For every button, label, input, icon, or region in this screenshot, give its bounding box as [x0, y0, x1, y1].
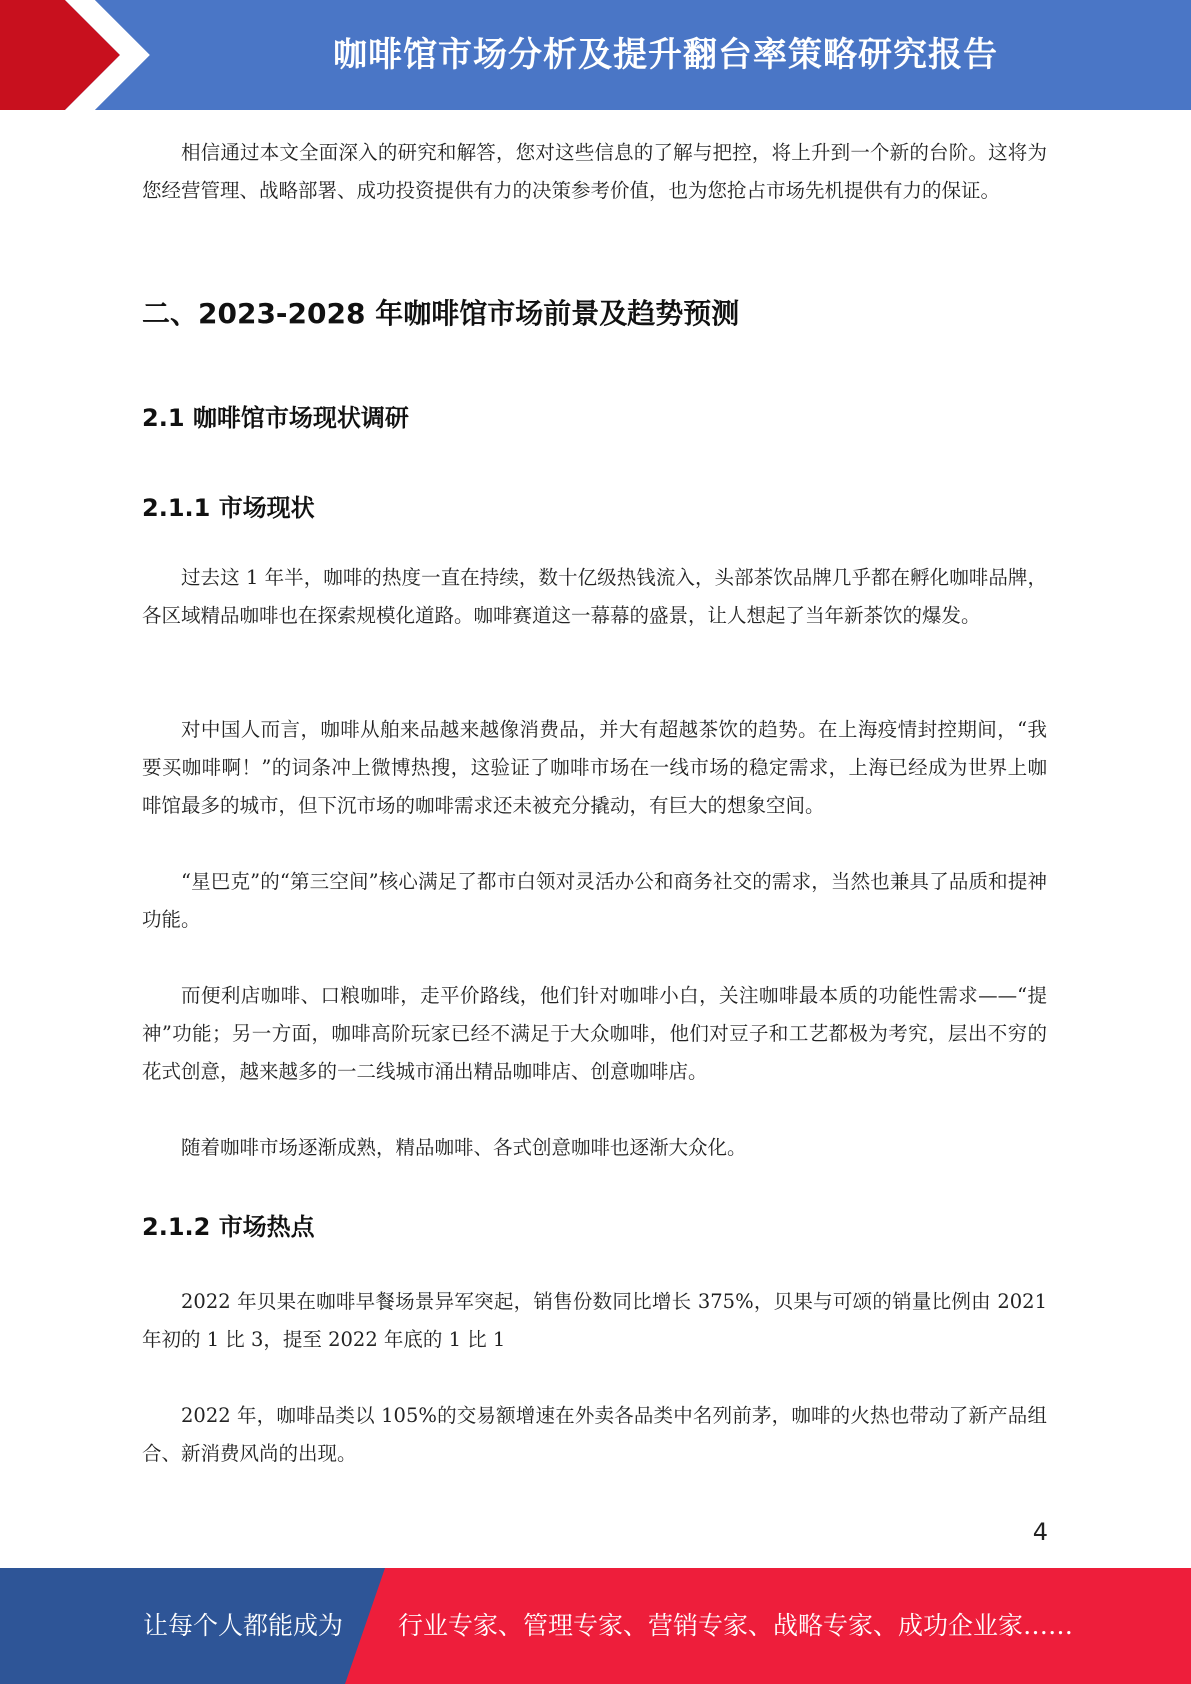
footer-slogan-left: 让每个人都能成为 — [143, 1611, 344, 1640]
section-2-1-2-heading-block — [142, 1207, 1047, 1242]
market-hotspot-paragraph-2: 2022 年，咖啡品类以 105%的交易额增速在外卖各品类中名列前茅，咖啡的火热也带动了新产品组合、新消费风尚的出现。 — [142, 1404, 1047, 1465]
market-status-para-5-block — [142, 1129, 1047, 1167]
section-2-1-heading-block — [142, 398, 1047, 433]
market-status-para-4-block — [142, 977, 1047, 1091]
page-footer — [0, 1568, 1191, 1684]
market-hotspot-para-1-block — [142, 1283, 1047, 1359]
document-title: 咖啡馆市场分析及提升翻台率策略研究报告 — [333, 35, 998, 75]
market-status-paragraph-4: 而便利店咖啡、口粮咖啡，走平价路线，他们针对咖啡小白，关注咖啡最本质的功能性需求——“提神”功能；另一方面，咖啡高阶玩家已经不满足于大众咖啡，他们对豆子和工艺都极为考究，层出不穷的花式创意，越来越多的一二线城市涌出精品咖啡店、创意咖啡店。 — [142, 984, 1047, 1083]
market-hotspot-paragraph-1: 2022 年贝果在咖啡早餐场景异军突起，销售份数同比增长 375%，贝果与可颂的销量比例由 2021 年初的 1 比 3，提至 2022 年底的 1 比 1 — [142, 1290, 1047, 1351]
chapter-heading-block — [142, 292, 1047, 332]
section-heading-2-1-2: 2.1.2 市场热点 — [142, 1213, 315, 1241]
section-heading-2-1: 2.1 咖啡馆市场现状调研 — [142, 404, 409, 432]
market-hotspot-para-2-block — [142, 1397, 1047, 1473]
section-heading-2-1-1: 2.1.1 市场现状 — [142, 494, 315, 522]
section-2-1-1-heading-block — [142, 488, 1047, 523]
market-status-para-1-block — [142, 559, 1047, 635]
market-status-paragraph-1: 过去这 1 年半，咖啡的热度一直在持续，数十亿级热钱流入，头部茶饮品牌几乎都在孵化咖啡品牌，各区域精品咖啡也在探索规模化道路。咖啡赛道这一幕幕的盛景，让人想起了当年新茶饮的爆发。 — [142, 566, 1047, 627]
market-status-para-2-block — [142, 711, 1047, 825]
intro-paragraph: 相信通过本文全面深入的研究和解答，您对这些信息的了解与把控，将上升到一个新的台阶。这将为您经营管理、战略部署、成功投资提供有力的决策参考价值，也为您抢占市场先机提供有力的保证。 — [142, 141, 1047, 202]
market-status-paragraph-2: 对中国人而言，咖啡从舶来品越来越像消费品，并大有超越茶饮的趋势。在上海疫情封控期间，“我要买咖啡啊！”的词条冲上微博热搜，这验证了咖啡市场在一线市场的稳定需求，上海已经成为世界上咖啡馆最多的城市，但下沉市场的咖啡需求还未被充分撬动，有巨大的想象空间。 — [142, 718, 1047, 817]
page-header — [0, 0, 1191, 110]
chapter-heading: 二、2023-2028 年咖啡馆市场前景及趋势预测 — [142, 297, 740, 330]
intro-section — [142, 134, 1047, 210]
market-status-paragraph-3: “星巴克”的“第三空间”核心满足了都市白领对灵活办公和商务社交的需求，当然也兼具了品质和提神功能。 — [142, 870, 1047, 931]
footer-slogan-right: 行业专家、管理专家、营销专家、战略专家、成功企业家…… — [398, 1611, 1074, 1640]
page-number: 4 — [1032, 1518, 1048, 1546]
market-status-paragraph-5: 随着咖啡市场逐渐成熟，精品咖啡、各式创意咖啡也逐渐大众化。 — [181, 1136, 747, 1159]
market-status-para-3-block — [142, 863, 1047, 939]
